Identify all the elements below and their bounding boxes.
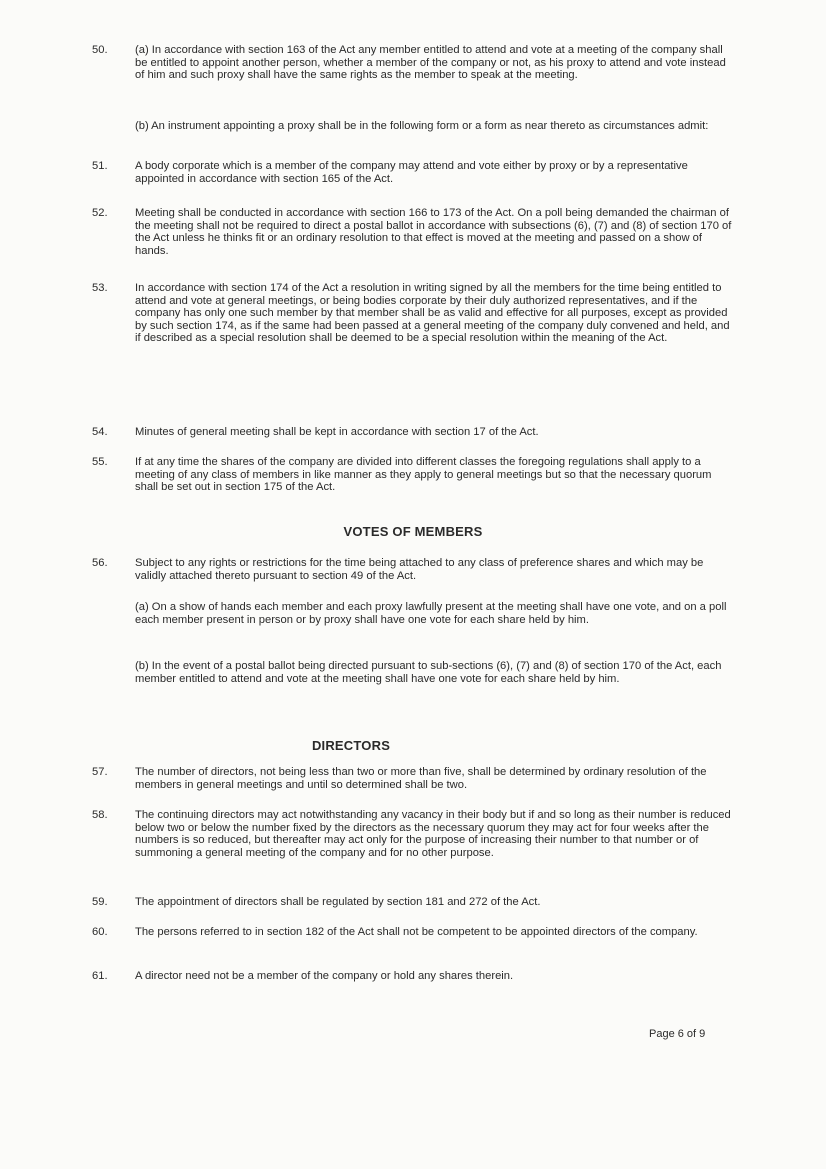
clause-57-text: The number of directors, not being less than two or more than five, shall be determined by ordinary resolution of the members in general meetings and until so determined shall be two. (135, 766, 707, 791)
clause-50-b (135, 120, 740, 133)
clause-60-text: The persons referred to in section 182 of the Act shall not be competent to be appointed directors of the company. (135, 926, 698, 938)
clause-52-text: Meeting shall be conducted in accordance with section 166 to 173 of the Act. On a poll being demanded the chairman of the meeting shall not be required to direct a postal ballot in accordance with subsections (6), (7) and (8) of section 170 of the Act unless he thinks fit or an ordinary resolution to that effect is moved at the meeting and passed on a show of hands. (135, 207, 732, 257)
heading-directors: DIRECTORS (311, 738, 391, 753)
clause-number: 60. (92, 926, 108, 938)
clause-number: 57. (92, 766, 108, 778)
heading-votes-of-members: VOTES OF MEMBERS (343, 524, 483, 539)
clause-number: 54. (92, 426, 108, 438)
clause-50-b-text: (b) An instrument appointing a proxy shall be in the following form or a form as near thereto as circumstances admit: (135, 120, 709, 132)
clause-number: 56. (92, 557, 108, 569)
clause-number: 61. (92, 970, 108, 982)
clause-number: 53. (92, 282, 108, 294)
clause-58-text: The continuing directors may act notwithstanding any vacancy in their body but if and so long as their number is reduced below two or below the number fixed by the directors as the necessary quorum they may act for four weeks after the numbers is so reduced, but thereafter may act only for the purpose of increasing their number to that number or of summoning a general meeting of the company and for no other purpose. (135, 809, 731, 859)
clause-56-a (135, 601, 740, 626)
clause-54-text: Minutes of general meeting shall be kept in accordance with section 17 of the Act. (135, 426, 539, 438)
clause-56-b (135, 660, 740, 685)
clause-56-b-text: (b) In the event of a postal ballot being directed pursuant to sub-sections (6), (7) and (8) of section 170 of the Act, each member entitled to attend and vote at the meeting shall have one vote for each share held by him. (135, 660, 722, 685)
clause-number: 59. (92, 896, 108, 908)
clause-number: 58. (92, 809, 108, 821)
clause-number: 50. (92, 44, 108, 56)
clause-51-text: A body corporate which is a member of the company may attend and vote either by proxy or by a representative appointed in accordance with section 165 of the Act. (135, 160, 688, 185)
clause-number: 55. (92, 456, 108, 468)
clause-56-text: Subject to any rights or restrictions for the time being attached to any class of preference shares and which may be validly attached thereto pursuant to section 49 of the Act. (135, 557, 704, 582)
clause-61-text: A director need not be a member of the company or hold any shares therein. (135, 970, 514, 982)
clause-59-text: The appointment of directors shall be regulated by section 181 and 272 of the Act. (135, 896, 541, 908)
clause-number: 51. (92, 160, 108, 172)
page-number: Page 6 of 9 (649, 1028, 706, 1040)
clause-50-a-text: (a) In accordance with section 163 of the Act any member entitled to attend and vote at a meeting of the company shall be entitled to appoint another person, whether a member of the company or not, as his proxy to attend and vote instead of him and such proxy shall have the same rights as the member to speak at the meeting. (135, 44, 726, 82)
clause-number: 52. (92, 207, 108, 219)
clause-56-a-text: (a) On a show of hands each member and each proxy lawfully present at the meeting shall have one vote, and on a poll each member present in person or by proxy shall have one vote for each share held by him. (135, 601, 727, 626)
clause-53-text: In accordance with section 174 of the Act a resolution in writing signed by all the members for the time being entitled to attend and vote at general meetings, or being bodies corporate by their duly authorized representatives, and if the company has only one such member by that member shall be as valid and effective for all purposes, except as provided by such section 174, as if the same had been passed at a general meeting of the company duly convened and held, and if described as a special resolution shall be deemed to be a special resolution within the meaning of the Act. (135, 282, 730, 345)
clause-55-text: If at any time the shares of the company are divided into different classes the foregoing regulations shall apply to a meeting of any class of members in like manner as they apply to general meetings but so that the necessary quorum shall be set out in section 175 of the Act. (135, 456, 712, 494)
